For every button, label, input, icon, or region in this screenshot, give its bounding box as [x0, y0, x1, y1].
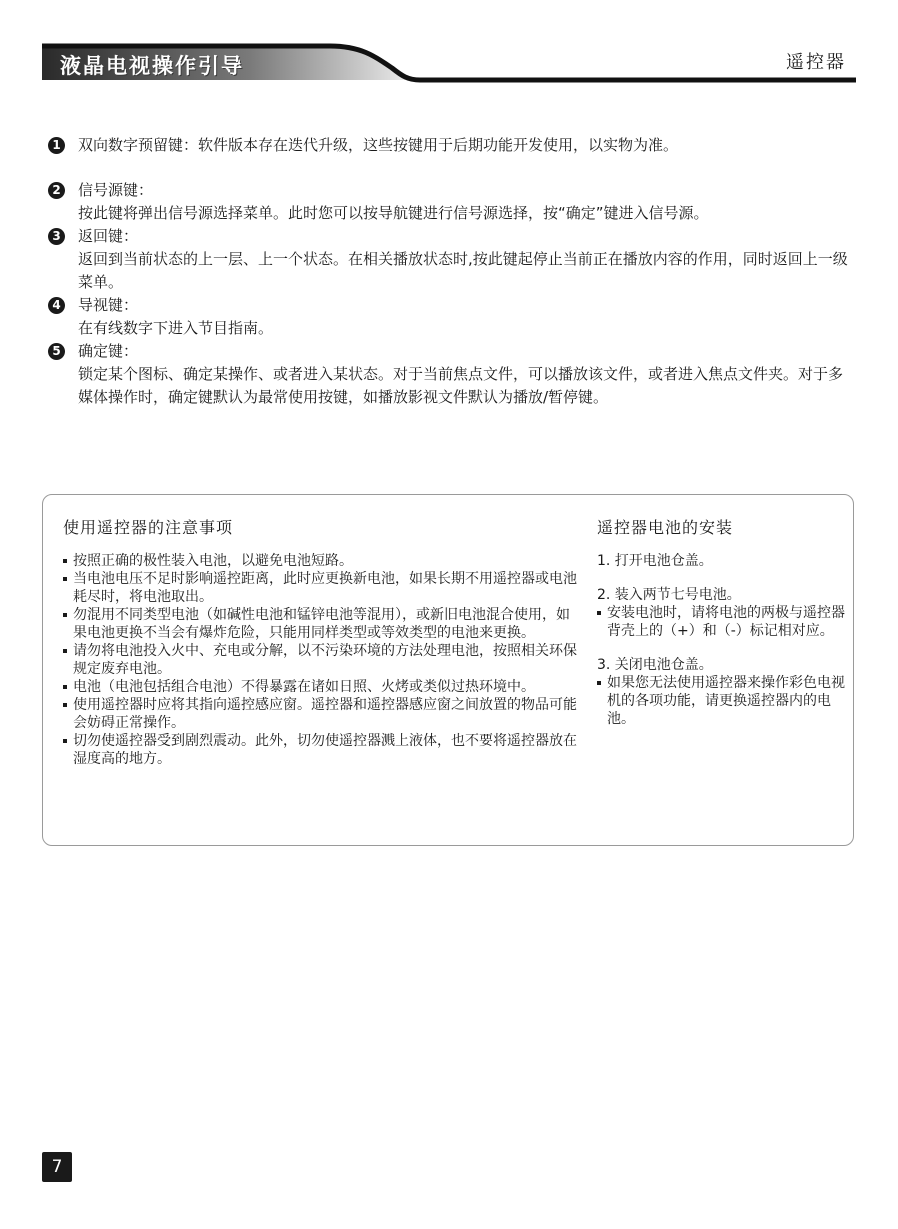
bullet-icon: [63, 739, 67, 743]
number-badge: 3: [48, 228, 65, 245]
bullet-icon: [63, 559, 67, 563]
bullet-icon: [63, 703, 67, 707]
bullet-icon: [63, 685, 67, 689]
key-description: 在有线数字下进入节目指南。: [78, 319, 274, 337]
bullet-icon: [63, 613, 67, 617]
step-2: 2. 装入两节七号电池。: [597, 587, 741, 603]
key-title: 确定键：: [78, 342, 139, 360]
battery-heading: 遥控器电池的安装: [597, 518, 734, 537]
page-number: 7: [42, 1152, 72, 1182]
notes-heading: 使用遥控器的注意事项: [63, 518, 234, 537]
key-item: [48, 134, 848, 157]
key-item: [48, 179, 848, 225]
number-badge: 4: [48, 297, 65, 314]
key-list: [48, 134, 848, 409]
key-title: 返回键：: [78, 227, 139, 245]
list-item: 电池（电池包括组合电池）不得暴露在诸如日照、火烤或类似过热环境中。: [63, 678, 583, 696]
key-title: 信号源键：: [78, 181, 154, 199]
key-title: 双向数字预留键：软件版本存在迭代升级，这些按键用于后期功能开发使用，以实物为准。: [78, 136, 679, 154]
key-title: 导视键：: [78, 296, 139, 314]
step-1: 1. 打开电池仓盖。: [597, 553, 713, 569]
key-item: [48, 294, 848, 340]
header-title: 液晶电视操作引导: [60, 54, 244, 78]
bullet-icon: [597, 611, 601, 615]
number-badge: 2: [48, 182, 65, 199]
bullet-icon: [63, 577, 67, 581]
section-title: 遥控器: [786, 52, 846, 73]
battery-install: [597, 515, 847, 728]
key-item: [48, 225, 848, 294]
number-badge: 5: [48, 343, 65, 360]
key-description: 按此键将弹出信号源选择菜单。此时您可以按导航键进行信号源选择，按“确定”键进入信号源。: [78, 204, 709, 222]
bullet-icon: [597, 681, 601, 685]
list-item: 切勿使遥控器受到剧烈震动。此外，切勿使遥控器溅上液体，也不要将遥控器放在湿度高的地方。: [63, 732, 583, 768]
list-item: 请勿将电池投入火中、充电或分解，以不污染环境的方法处理电池，按照相关环保规定废弃电池。: [63, 642, 583, 678]
step-2-note: 安装电池时，请将电池的两极与遥控器背壳上的（+）和（-）标记相对应。: [597, 604, 847, 640]
list-item: 勿混用不同类型电池（如碱性电池和锰锌电池等混用），或新旧电池混合使用，如果电池更换不当会有爆炸危险，只能用同样类型或等效类型的电池来更换。: [63, 606, 583, 642]
bullet-icon: [63, 649, 67, 653]
key-description: 锁定某个图标、确定某操作、或者进入某状态。对于当前焦点文件，可以播放该文件，或者进入焦点文件夹。对于多媒体操作时，确定键默认为最常使用按键，如播放影视文件默认为播放/暂停键。: [78, 365, 844, 406]
list-item: 使用遥控器时应将其指向遥控感应窗。遥控器和遥控器感应窗之间放置的物品可能会妨碍正常操作。: [63, 696, 583, 732]
key-description: 返回到当前状态的上一层、上一个状态。在相关播放状态时,按此键起停止当前正在播放内容的作用，同时返回上一级菜单。: [78, 250, 848, 291]
number-badge: 1: [48, 137, 65, 154]
list-item: 按照正确的极性装入电池，以避免电池短路。: [63, 552, 583, 570]
list-item: 当电池电压不足时影响遥控距离，此时应更换新电池，如果长期不用遥控器或电池耗尽时，将电池取出。: [63, 570, 583, 606]
step-3: 3. 关闭电池仓盖。: [597, 657, 713, 673]
key-item: [48, 340, 848, 409]
notice-box: [42, 494, 854, 846]
remote-usage-notes: [63, 515, 583, 768]
step-3-note: 如果您无法使用遥控器来操作彩色电视机的各项功能，请更换遥控器内的电池。: [597, 674, 847, 728]
